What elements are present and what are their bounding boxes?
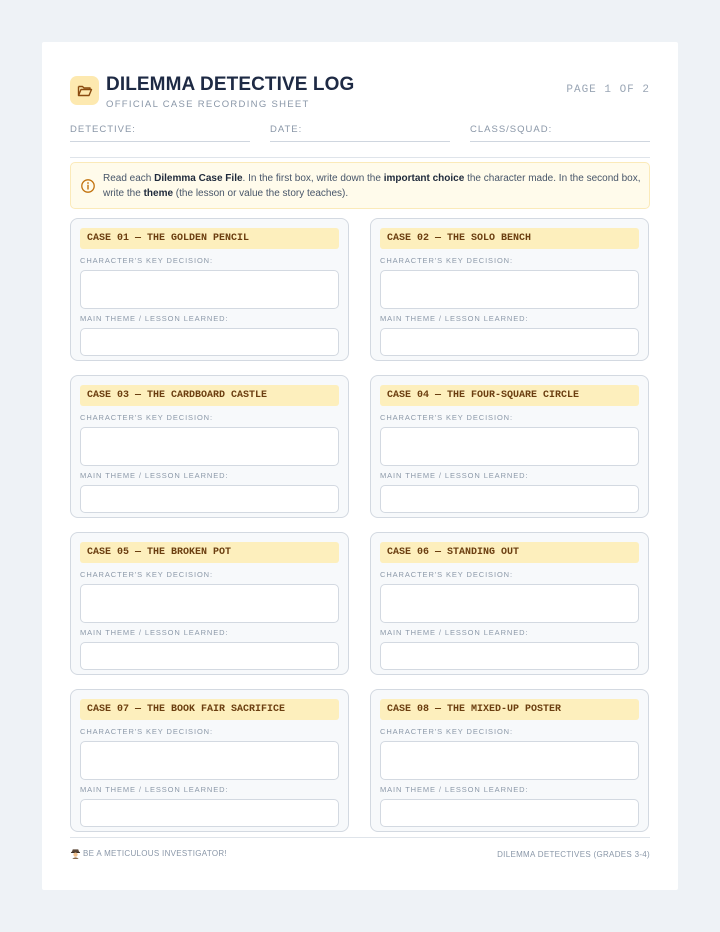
- case-title: CASE 01 — THE GOLDEN PENCIL: [80, 228, 339, 249]
- decision-label: CHARACTER'S KEY DECISION:: [380, 413, 513, 422]
- case-title: CASE 03 — THE CARDBOARD CASTLE: [80, 385, 339, 406]
- detective-field[interactable]: DETECTIVE:: [70, 124, 250, 142]
- theme-input[interactable]: [80, 642, 339, 670]
- case-card: [370, 689, 649, 832]
- decision-label: CHARACTER'S KEY DECISION:: [80, 256, 213, 265]
- case-card: [70, 375, 349, 518]
- footer-divider: [70, 837, 650, 838]
- header: [70, 74, 650, 114]
- decision-input[interactable]: [80, 741, 339, 780]
- theme-label: MAIN THEME / LESSON LEARNED:: [380, 314, 529, 323]
- theme-label: MAIN THEME / LESSON LEARNED:: [380, 785, 529, 794]
- theme-label: MAIN THEME / LESSON LEARNED:: [80, 785, 229, 794]
- case-card: [70, 689, 349, 832]
- decision-input[interactable]: [380, 427, 639, 466]
- theme-input[interactable]: [380, 642, 639, 670]
- header-divider: [70, 157, 650, 158]
- case-title: CASE 06 — STANDING OUT: [380, 542, 639, 563]
- decision-label: CHARACTER'S KEY DECISION:: [80, 727, 213, 736]
- footer-course: DILEMMA DETECTIVES (GRADES 3-4): [497, 850, 650, 859]
- theme-input[interactable]: [80, 485, 339, 513]
- footer-left-text: BE A METICULOUS INVESTIGATOR!: [83, 849, 227, 858]
- case-title: CASE 05 — THE BROKEN POT: [80, 542, 339, 563]
- theme-input[interactable]: [380, 328, 639, 356]
- folder-open-icon: [70, 76, 99, 105]
- decision-label: CHARACTER'S KEY DECISION:: [80, 413, 213, 422]
- page-subtitle: OFFICIAL CASE RECORDING SHEET: [106, 99, 310, 110]
- theme-label: MAIN THEME / LESSON LEARNED:: [80, 628, 229, 637]
- info-icon: [80, 178, 96, 194]
- class-squad-field[interactable]: CLASS/SQUAD:: [470, 124, 650, 142]
- case-title: CASE 07 — THE BOOK FAIR SACRIFICE: [80, 699, 339, 720]
- decision-input[interactable]: [80, 584, 339, 623]
- case-title: CASE 04 — THE FOUR-SQUARE CIRCLE: [380, 385, 639, 406]
- decision-input[interactable]: [380, 270, 639, 309]
- instructions-box: [70, 162, 650, 209]
- date-field[interactable]: DATE:: [270, 124, 450, 142]
- case-card: [70, 218, 349, 361]
- theme-label: MAIN THEME / LESSON LEARNED:: [380, 471, 529, 480]
- decision-label: CHARACTER'S KEY DECISION:: [380, 727, 513, 736]
- theme-input[interactable]: [80, 328, 339, 356]
- decision-input[interactable]: [380, 741, 639, 780]
- page-indicator: PAGE 1 OF 2: [566, 84, 650, 96]
- theme-input[interactable]: [380, 799, 639, 827]
- footer-slogan: [70, 848, 227, 859]
- case-card: [370, 218, 649, 361]
- theme-label: MAIN THEME / LESSON LEARNED:: [80, 314, 229, 323]
- decision-label: CHARACTER'S KEY DECISION:: [380, 570, 513, 579]
- decision-label: CHARACTER'S KEY DECISION:: [80, 570, 213, 579]
- worksheet-page: [42, 42, 678, 890]
- theme-label: MAIN THEME / LESSON LEARNED:: [380, 628, 529, 637]
- decision-label: CHARACTER'S KEY DECISION:: [380, 256, 513, 265]
- case-card: [370, 532, 649, 675]
- theme-label: MAIN THEME / LESSON LEARNED:: [80, 471, 229, 480]
- case-title: CASE 08 — THE MIXED-UP POSTER: [380, 699, 639, 720]
- page-title: DILEMMA DETECTIVE LOG: [106, 74, 355, 95]
- detective-icon: [70, 848, 81, 859]
- theme-input[interactable]: [380, 485, 639, 513]
- decision-input[interactable]: [380, 584, 639, 623]
- case-title: CASE 02 — THE SOLO BENCH: [380, 228, 639, 249]
- decision-input[interactable]: [80, 270, 339, 309]
- instructions-text: Read each Dilemma Case File. In the first box, write down the important choice the character made. In the second box, write the theme (the lesson or value the story teaches).: [103, 173, 641, 199]
- info-fields: [70, 124, 650, 144]
- case-card: [370, 375, 649, 518]
- case-card: [70, 532, 349, 675]
- theme-input[interactable]: [80, 799, 339, 827]
- decision-input[interactable]: [80, 427, 339, 466]
